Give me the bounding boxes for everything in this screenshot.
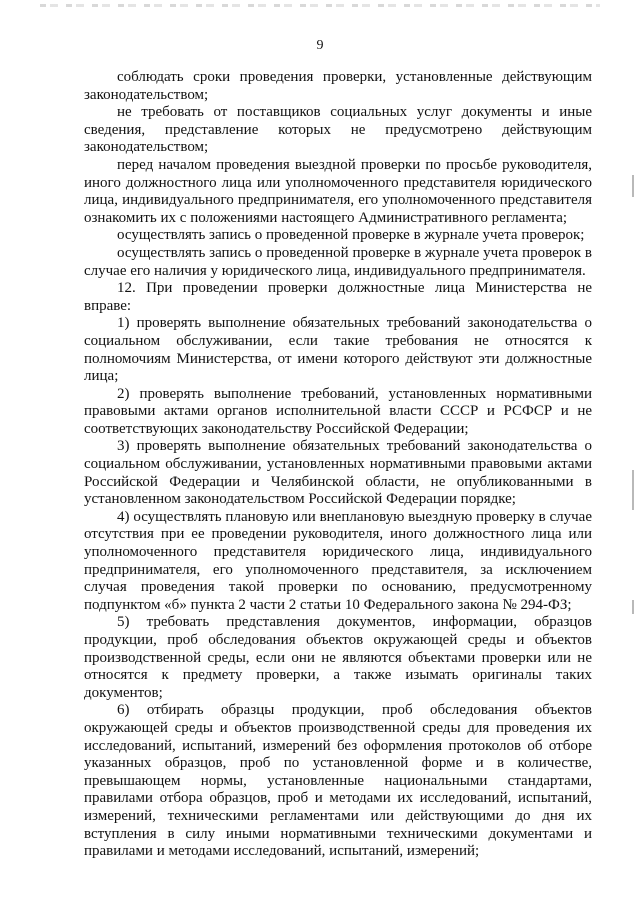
scan-edge-mark [632,470,634,510]
paragraph: 5) требовать представления документов, информации, образцов продукции, проб обследования объектов окружающей среды и объектов производственной среды, если они не являются объектами проверки или не относятся к предмету проверки, а также изымать оригиналы таких документов; [84,614,592,701]
paragraph: 4) осуществлять плановую или внеплановую выездную проверку в случае отсутствия при ее проведении руководителя, иного должностного лица или уполномоченного представителя юридического лица, индивидуального предпринимателя, его уполномоченного представителя, за исключением случая проведения такой проверки по основанию, предусмотренному подпунктом «б» пункта 2 части 2 статьи 10 Федерального закона № 294-ФЗ; [84,508,592,613]
paragraph: соблюдать сроки проведения проверки, установленные действующим законодательством; [84,69,592,103]
paragraph: 3) проверять выполнение обязательных требований законодательства о социальном обслуживании, установленных нормативными правовыми актами Российской Федерации и Челябинской области, не опубликованными в установленном законодательством Российской Федерации порядке; [84,438,592,508]
paragraph: 2) проверять выполнение требований, установленных нормативными правовыми актами органов исполнительной власти СССР и РСФСР и не соответствующих законодательству Российской Федерации; [84,385,592,437]
document-body [84,69,592,861]
scan-edge-mark [632,175,634,197]
paragraph: 6) отбирать образцы продукции, проб обследования объектов окружающей среды и объектов производственной среды для проведения их исследований, испытаний, измерений без оформления протоколов об отборе указанных образцов, проб по установленной форме и в количестве, превышающем нормы, установленные национальными стандартами, правилами отбора образцов, проб и методами их исследований, испытаний, измерений, техническими регламентами или действующими до дня их вступления в силу иными нормативными техническими документами и правилами и методами исследований, испытаний, измерений; [84,702,592,860]
paragraph: осуществлять запись о проведенной проверке в журнале учета проверок в случае его наличия у юридического лица, индивидуального предпринимателя. [84,244,592,279]
paragraph: перед началом проведения выездной проверки по просьбе руководителя, иного должностного лица или уполномоченного представителя юридического лица, индивидуального предпринимателя, его уполномоченного представителя ознакомить их с положениями настоящего Административного регламента; [84,156,592,226]
scan-artifact-line [40,4,600,7]
scan-edge-mark [632,600,634,614]
page-number: 9 [316,38,324,53]
paragraph: осуществлять запись о проведенной проверке в журнале учета проверок; [117,227,585,244]
paragraph: 1) проверять выполнение обязательных требований законодательства о социальном обслуживании, если такие требования не относятся к полномочиям Министерства, от имени которого действуют эти должностные лица; [84,315,592,385]
paragraph: 12. При проведении проверки должностные лица Министерства не вправе: [84,280,592,314]
paragraph: не требовать от поставщиков социальных услуг документы и иные сведения, представление которых не предусмотрено действующим законодательством; [84,104,592,156]
